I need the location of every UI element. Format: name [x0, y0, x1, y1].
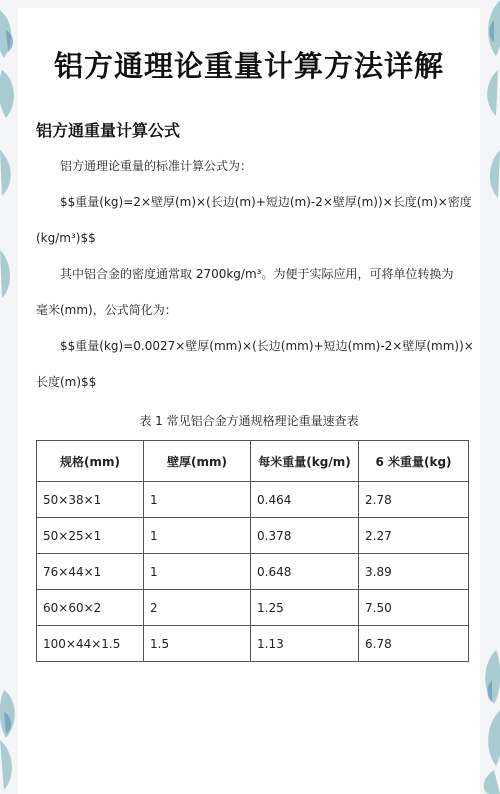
cell-weight-6m: 2.78 [359, 482, 469, 518]
table-header-row [37, 441, 469, 482]
cell-weight-per-meter: 1.25 [251, 590, 359, 626]
section-heading: 铝方通重量计算公式 [36, 121, 181, 140]
table-caption: 表 1 常见铝合金方通规格理论重量速查表 [139, 414, 359, 428]
table-row [37, 554, 469, 590]
cell-weight-6m: 3.89 [359, 554, 469, 590]
formula-line-1: $$重量(kg)=2×壁厚(m)×(长边(m)+短边(m)-2×壁厚(m))×长度(m)×密度 [60, 195, 472, 209]
header-spec: 规格(mm) [37, 441, 144, 482]
cell-weight-per-meter: 1.13 [251, 626, 359, 662]
simplified-formula-line-2: 长度(m)$$ [36, 375, 97, 389]
header-weight-per-meter: 每米重量(kg/m) [251, 441, 359, 482]
cell-spec: 50×25×1 [37, 518, 144, 554]
cell-weight-per-meter: 0.464 [251, 482, 359, 518]
paragraph-intro: 铝方通理论重量的标准计算公式为： [60, 159, 253, 173]
table-row [37, 626, 469, 662]
density-note-line-2: 毫米(mm)，公式简化为： [36, 303, 177, 317]
simplified-formula-line-1: $$重量(kg)=0.0027×壁厚(mm)×(长边(mm)+短边(mm)-2×壁厚(mm))× [60, 339, 474, 353]
table-row [37, 518, 469, 554]
cell-spec: 76×44×1 [37, 554, 144, 590]
cell-wall-thickness: 1 [144, 554, 251, 590]
cell-wall-thickness: 1 [144, 518, 251, 554]
cell-weight-per-meter: 0.648 [251, 554, 359, 590]
header-weight-6m: 6 米重量(kg) [359, 441, 469, 482]
document-page [18, 8, 480, 794]
header-wall-thickness: 壁厚(mm) [144, 441, 251, 482]
cell-weight-6m: 7.50 [359, 590, 469, 626]
formula-line-2: (kg/m³)$$ [36, 231, 96, 245]
cell-wall-thickness: 1 [144, 482, 251, 518]
cell-wall-thickness: 2 [144, 590, 251, 626]
table-row [37, 482, 469, 518]
cell-spec: 100×44×1.5 [37, 626, 144, 662]
table-row [37, 590, 469, 626]
weight-reference-table [36, 440, 469, 662]
cell-weight-per-meter: 0.378 [251, 518, 359, 554]
page-title: 铝方通理论重量计算方法详解 [53, 49, 444, 83]
cell-spec: 50×38×1 [37, 482, 144, 518]
cell-weight-6m: 6.78 [359, 626, 469, 662]
density-note-line-1: 其中铝合金的密度通常取 2700kg/m³。为便于实际应用，可将单位转换为 [60, 267, 454, 281]
cell-weight-6m: 2.27 [359, 518, 469, 554]
cell-wall-thickness: 1.5 [144, 626, 251, 662]
cell-spec: 60×60×2 [37, 590, 144, 626]
